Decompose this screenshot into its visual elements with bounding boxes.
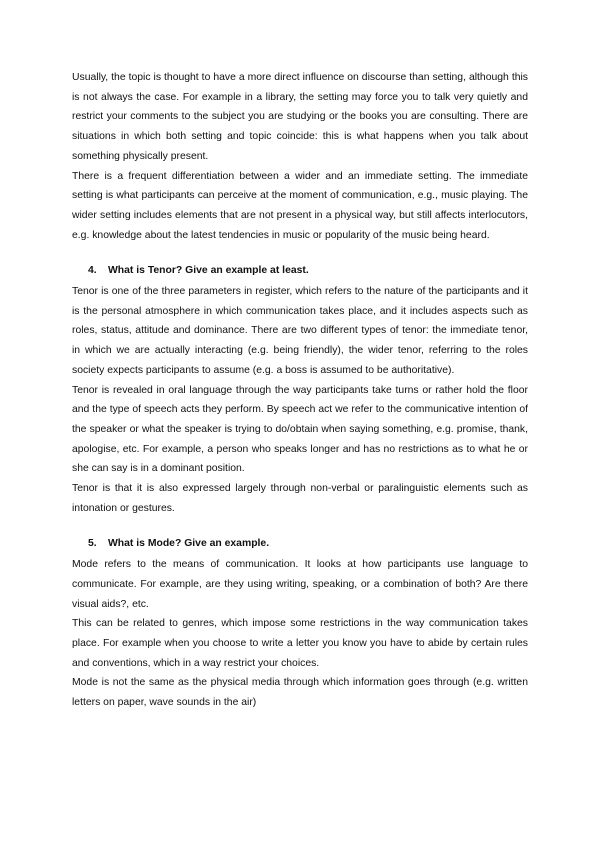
section-4-heading xyxy=(88,261,528,281)
intro-paragraph-1: Usually, the topic is thought to have a more direct influence on discourse than setting, although this is not always the case. For example in a library, the setting may force you to talk very quietly and restrict your comments to the subject you are studying or the books you are consulting. There are situations in which both setting and topic coincide: this is what happens when you talk about something physically present. xyxy=(72,72,528,162)
section-4-number: 4. xyxy=(88,265,97,277)
section-5-title: What is Mode? Give an example. xyxy=(108,538,270,550)
section-4-paragraph-3: Tenor is that it is also expressed largely through non-verbal or paralinguistic elements such as intonation or gestures. xyxy=(72,483,528,514)
document-page xyxy=(72,68,528,713)
intro-paragraph-2: There is a frequent differentiation between a wider and an immediate setting. The immediate setting is what participants can perceive at the moment of communication, e.g., music playing. The wider setting includes elements that are not present in a physical way, but still affects interlocutors, e.g. knowledge about the latest tendencies in music or popularity of the music being heard. xyxy=(72,170,528,241)
section-5-number: 5. xyxy=(88,538,97,550)
section-4-title: What is Tenor? Give an example at least. xyxy=(108,265,309,277)
section-5-heading xyxy=(88,534,528,554)
section-4-paragraph-1: Tenor is one of the three parameters in register, which refers to the nature of the participants and it is the personal atmosphere in which communication takes place, and it includes aspects such as roles, status, attitude and dominance. There are two different types of tenor: the immediate tenor, in which we are actually interacting (e.g. being friendly), the wider tenor, referring to the roles society expects participants to assume (e.g. a boss is assumed to be authoritative). xyxy=(72,286,528,376)
section-4-paragraph-2: Tenor is revealed in oral language through the way participants take turns or rather hold the floor and the type of speech acts they perform. By speech act we refer to the communicative intention of the speaker or what the speaker is trying to do/obtain when saying something, e.g. promise, thank, apologise, etc. For example, a person who speaks longer and has no restrictions as to what he or she can say is in a dominant position. xyxy=(72,384,528,475)
section-5-paragraph-1: Mode refers to the means of communication. It looks at how participants use language to communicate. For example, are they using writing, speaking, or a combination of both? Are there visual aids?, etc. xyxy=(72,559,528,610)
section-5-paragraph-3: Mode is not the same as the physical media through which information goes through (e.g. written letters on paper, wave sounds in the air) xyxy=(72,677,528,709)
section-5-paragraph-2: This can be related to genres, which impose some restrictions in the way communication takes place. For example when you choose to write a letter you know you have to abide by certain rules and conventions, which in a way restrict your choices. xyxy=(72,618,528,669)
